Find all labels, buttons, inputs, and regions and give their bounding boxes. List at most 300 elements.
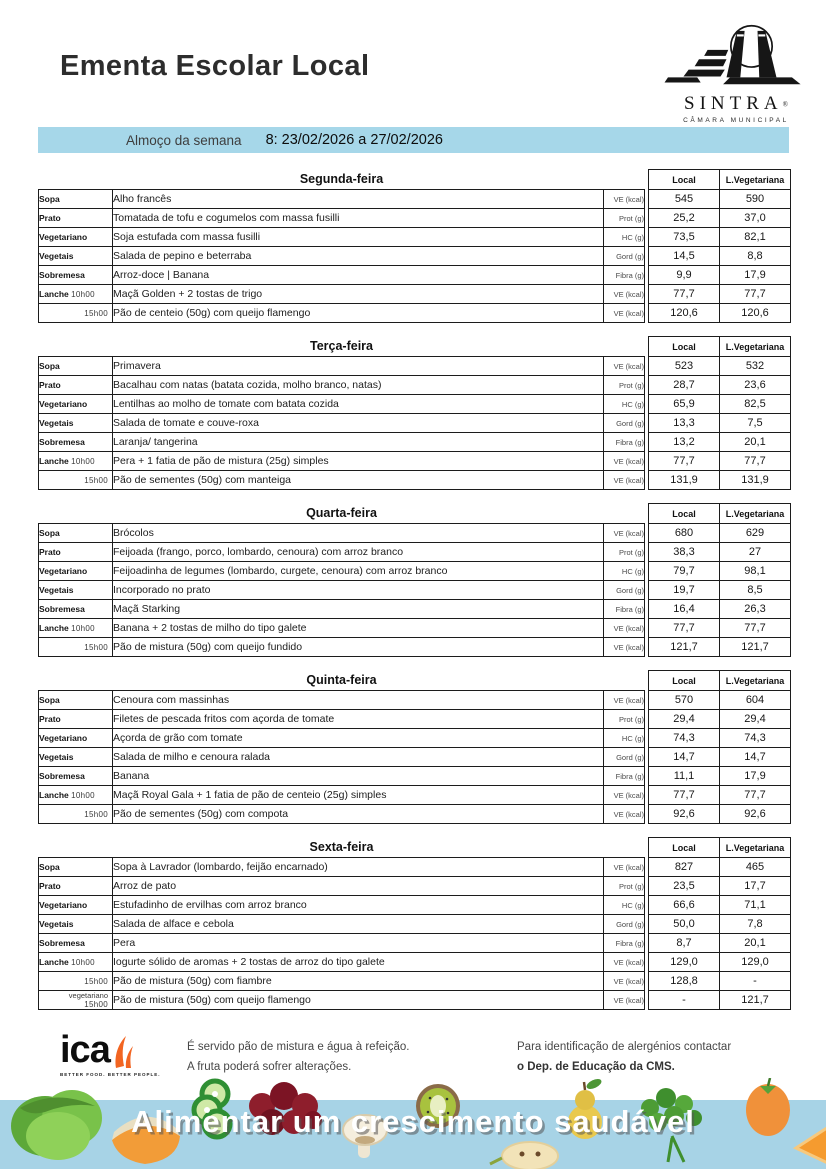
menu-item: Brócolos: [113, 524, 604, 543]
table-row: [39, 934, 645, 953]
nutrient-label: VE (kcal): [604, 190, 645, 209]
table-row: [39, 266, 645, 285]
row-label-main: Lanche: [39, 790, 69, 800]
value-vegetariana: 8,8: [720, 247, 791, 266]
nutrient-label: VE (kcal): [604, 991, 645, 1010]
day-menu-table: [38, 189, 645, 323]
col-header-vegetariana: L.Vegetariana: [720, 504, 791, 524]
value-local: 16,4: [649, 600, 720, 619]
menu-item: Filetes de pescada fritos com açorda de tomate: [113, 710, 604, 729]
nutrient-label: HC (g): [604, 896, 645, 915]
menu-item: Iogurte sólido de aromas + 2 tostas de arroz do tipo galete: [113, 953, 604, 972]
row-label: [39, 266, 113, 285]
page-title: Ementa Escolar Local: [60, 50, 370, 82]
row-label-main: Sobremesa: [39, 771, 85, 781]
row-label-main: Lanche: [39, 957, 69, 967]
nutrient-label: Gord (g): [604, 414, 645, 433]
value-vegetariana: 77,7: [720, 285, 791, 304]
day-values-table: [648, 336, 791, 490]
day-menu-table: [38, 523, 645, 657]
value-local: 25,2: [649, 209, 720, 228]
row-label: [39, 691, 113, 710]
value-local: 79,7: [649, 562, 720, 581]
value-vegetariana: 27: [720, 543, 791, 562]
value-vegetariana: 121,7: [720, 991, 791, 1010]
day-menu-table: [38, 356, 645, 490]
value-vegetariana: 17,7: [720, 877, 791, 896]
day-section: [38, 670, 789, 824]
value-local: -: [649, 991, 720, 1010]
values-row: [649, 543, 791, 562]
nutrient-label: Gord (g): [604, 247, 645, 266]
menu-item: Tomatada de tofu e cogumelos com massa fusilli: [113, 209, 604, 228]
col-header-local: Local: [649, 838, 720, 858]
day-left: [38, 670, 645, 824]
value-local: 121,7: [649, 638, 720, 657]
menu-item: Maçã Starking: [113, 600, 604, 619]
row-label-time: 10h00: [71, 457, 95, 466]
row-label: [39, 228, 113, 247]
table-row: [39, 304, 645, 323]
table-row: [39, 972, 645, 991]
row-label-time: 15h00: [84, 643, 108, 652]
nutrient-label: VE (kcal): [604, 858, 645, 877]
values-row: [649, 934, 791, 953]
table-row: [39, 543, 645, 562]
nutrient-label: VE (kcal): [604, 972, 645, 991]
value-local: 13,2: [649, 433, 720, 452]
menu-item: Bacalhau com natas (batata cozida, molho branco, natas): [113, 376, 604, 395]
values-row: [649, 190, 791, 209]
value-local: 545: [649, 190, 720, 209]
row-label: [39, 581, 113, 600]
value-local: 29,4: [649, 710, 720, 729]
row-label: [39, 915, 113, 934]
table-row: [39, 452, 645, 471]
row-label-main: Prato: [39, 714, 61, 724]
row-label: [39, 953, 113, 972]
day-menu-table: [38, 690, 645, 824]
value-local: 9,9: [649, 266, 720, 285]
row-label: [39, 414, 113, 433]
menu-item: Pão de mistura (50g) com queijo flamengo: [113, 991, 604, 1010]
values-row: [649, 877, 791, 896]
value-vegetariana: 590: [720, 190, 791, 209]
values-row: [649, 395, 791, 414]
menu-item: Arroz de pato: [113, 877, 604, 896]
row-label-main: Sopa: [39, 194, 60, 204]
values-row: [649, 953, 791, 972]
menu-item: Alho francês: [113, 190, 604, 209]
row-label-time: 15h00: [84, 309, 108, 318]
row-label: [39, 896, 113, 915]
values-row: [649, 209, 791, 228]
nutrient-label: Fibra (g): [604, 433, 645, 452]
row-label-main: Vegetariano: [39, 399, 88, 409]
row-label: [39, 934, 113, 953]
day-values: [648, 336, 789, 490]
value-local: 570: [649, 691, 720, 710]
row-label-time: 10h00: [71, 290, 95, 299]
day-values-table: [648, 169, 791, 323]
value-vegetariana: -: [720, 972, 791, 991]
table-row: [39, 953, 645, 972]
table-row: [39, 619, 645, 638]
value-local: 19,7: [649, 581, 720, 600]
value-local: 129,0: [649, 953, 720, 972]
row-label-main: Prato: [39, 380, 61, 390]
sintra-logo-name: SINTRA®: [684, 93, 788, 114]
nutrient-label: VE (kcal): [604, 638, 645, 657]
values-header-row: [649, 337, 791, 357]
day-section: [38, 169, 789, 323]
day-values-table: [648, 837, 791, 1010]
values-row: [649, 991, 791, 1010]
value-vegetariana: 129,0: [720, 953, 791, 972]
values-row: [649, 304, 791, 323]
col-header-local: Local: [649, 337, 720, 357]
row-label: [39, 858, 113, 877]
table-row: [39, 691, 645, 710]
menu-item: Salada de tomate e couve-roxa: [113, 414, 604, 433]
table-row: [39, 600, 645, 619]
value-vegetariana: 7,5: [720, 414, 791, 433]
nutrient-label: HC (g): [604, 729, 645, 748]
values-row: [649, 247, 791, 266]
value-local: 120,6: [649, 304, 720, 323]
value-local: 77,7: [649, 452, 720, 471]
row-label-main: Lanche: [39, 623, 69, 633]
table-row: [39, 729, 645, 748]
table-row: [39, 896, 645, 915]
value-vegetariana: 37,0: [720, 209, 791, 228]
menu-item: Arroz-doce | Banana: [113, 266, 604, 285]
row-label: [39, 562, 113, 581]
value-vegetariana: 20,1: [720, 433, 791, 452]
value-vegetariana: 14,7: [720, 748, 791, 767]
value-local: 14,5: [649, 247, 720, 266]
menu-item: Feijoadinha de legumes (lombardo, curgete, cenoura) com arroz branco: [113, 562, 604, 581]
row-label: [39, 991, 113, 1010]
menu-item: Soja estufada com massa fusilli: [113, 228, 604, 247]
week-banner-label: Almoço da semana: [126, 132, 242, 148]
meal-note-line2: A fruta poderá sofrer alterações.: [187, 1061, 352, 1073]
nutrient-label: VE (kcal): [604, 691, 645, 710]
row-label: [39, 471, 113, 490]
row-label: [39, 357, 113, 376]
values-row: [649, 748, 791, 767]
menu-item: Lentilhas ao molho de tomate com batata cozida: [113, 395, 604, 414]
values-row: [649, 376, 791, 395]
values-row: [649, 619, 791, 638]
table-row: [39, 433, 645, 452]
week-banner: [38, 127, 789, 153]
values-row: [649, 729, 791, 748]
row-label-main: Vegetais: [39, 251, 74, 261]
day-left: [38, 336, 645, 490]
row-label-main: Vegetariano: [39, 566, 88, 576]
row-label-main: Vegetariano: [39, 900, 88, 910]
menu-item: Banana: [113, 767, 604, 786]
value-vegetariana: 77,7: [720, 619, 791, 638]
value-local: 523: [649, 357, 720, 376]
values-row: [649, 524, 791, 543]
value-local: 92,6: [649, 805, 720, 824]
nutrient-label: Gord (g): [604, 748, 645, 767]
row-label: [39, 805, 113, 824]
values-header-row: [649, 170, 791, 190]
value-local: 65,9: [649, 395, 720, 414]
day-title: Terça-feira: [310, 339, 373, 353]
value-local: 23,5: [649, 877, 720, 896]
day-values: [648, 670, 789, 824]
row-label-main: Prato: [39, 213, 61, 223]
allergen-note-line2: o Dep. de Educação da CMS.: [517, 1061, 675, 1073]
value-local: 38,3: [649, 543, 720, 562]
menu-item: Maçã Golden + 2 tostas de trigo: [113, 285, 604, 304]
menu-item: Salada de pepino e beterraba: [113, 247, 604, 266]
value-local: 66,6: [649, 896, 720, 915]
row-label: [39, 767, 113, 786]
row-label-main: Vegetais: [39, 752, 74, 762]
row-label-main: Prato: [39, 881, 61, 891]
values-row: [649, 896, 791, 915]
day-values: [648, 503, 789, 657]
values-row: [649, 858, 791, 877]
value-vegetariana: 20,1: [720, 934, 791, 953]
row-label-main: Sobremesa: [39, 270, 85, 280]
sintra-logo-subtitle: CÂMARA MUNICIPAL: [683, 117, 789, 124]
col-header-local: Local: [649, 170, 720, 190]
ica-flame-icon: [112, 1034, 134, 1070]
value-vegetariana: 120,6: [720, 304, 791, 323]
value-vegetariana: 465: [720, 858, 791, 877]
table-row: [39, 524, 645, 543]
day-title: Quarta-feira: [306, 506, 377, 520]
allergen-note: [517, 1037, 731, 1077]
menu-item: Pão de sementes (50g) com compota: [113, 805, 604, 824]
day-menu-table: [38, 857, 645, 1010]
nutrient-label: Fibra (g): [604, 266, 645, 285]
table-row: [39, 581, 645, 600]
values-row: [649, 972, 791, 991]
values-row: [649, 266, 791, 285]
value-local: 77,7: [649, 285, 720, 304]
table-row: [39, 991, 645, 1010]
row-label: [39, 304, 113, 323]
row-label: [39, 786, 113, 805]
row-label-main: Sopa: [39, 361, 60, 371]
nutrient-label: VE (kcal): [604, 619, 645, 638]
row-label: [39, 395, 113, 414]
values-row: [649, 581, 791, 600]
menu-item: Maçã Royal Gala + 1 fatia de pão de centeio (25g) simples: [113, 786, 604, 805]
row-label-main: Lanche: [39, 456, 69, 466]
nutrient-label: Gord (g): [604, 915, 645, 934]
day-section: [38, 336, 789, 490]
value-vegetariana: 74,3: [720, 729, 791, 748]
day-section: [38, 837, 789, 1010]
value-vegetariana: 23,6: [720, 376, 791, 395]
value-vegetariana: 77,7: [720, 452, 791, 471]
menu-item: Primavera: [113, 357, 604, 376]
table-row: [39, 376, 645, 395]
value-vegetariana: 71,1: [720, 896, 791, 915]
value-local: 50,0: [649, 915, 720, 934]
row-label: [39, 729, 113, 748]
day-section: [38, 503, 789, 657]
nutrient-label: HC (g): [604, 562, 645, 581]
values-row: [649, 228, 791, 247]
row-label: [39, 247, 113, 266]
row-label-main: Lanche: [39, 289, 69, 299]
value-local: 28,7: [649, 376, 720, 395]
row-label-main: Prato: [39, 547, 61, 557]
values-row: [649, 710, 791, 729]
menu-item: Pera + 1 fatia de pão de mistura (25g) simples: [113, 452, 604, 471]
table-row: [39, 228, 645, 247]
registered-mark: ®: [782, 100, 788, 109]
menu-item: Incorporado no prato: [113, 581, 604, 600]
nutrient-label: VE (kcal): [604, 285, 645, 304]
day-values: [648, 169, 789, 323]
value-local: 77,7: [649, 786, 720, 805]
menu-item: Açorda de grão com tomate: [113, 729, 604, 748]
value-local: 13,3: [649, 414, 720, 433]
values-header-row: [649, 504, 791, 524]
values-row: [649, 562, 791, 581]
menu-item: Salada de alface e cebola: [113, 915, 604, 934]
row-label: [39, 376, 113, 395]
meal-note: [187, 1037, 409, 1077]
table-row: [39, 638, 645, 657]
table-row: [39, 710, 645, 729]
table-row: [39, 915, 645, 934]
row-label: [39, 710, 113, 729]
row-label-top: vegetariano: [68, 991, 108, 1000]
nutrient-label: VE (kcal): [604, 357, 645, 376]
col-header-vegetariana: L.Vegetariana: [720, 838, 791, 858]
row-label: [39, 619, 113, 638]
table-row: [39, 786, 645, 805]
row-label-time: 15h00: [84, 977, 108, 986]
row-label: [39, 748, 113, 767]
ica-logo: [60, 1029, 190, 1077]
col-header-vegetariana: L.Vegetariana: [720, 170, 791, 190]
value-vegetariana: 92,6: [720, 805, 791, 824]
bottom-banner-text: Alimentar um crescimento saudável: [131, 1104, 695, 1139]
menu-item: Salada de milho e cenoura ralada: [113, 748, 604, 767]
row-label: [39, 190, 113, 209]
value-vegetariana: 29,4: [720, 710, 791, 729]
value-vegetariana: 26,3: [720, 600, 791, 619]
value-vegetariana: 629: [720, 524, 791, 543]
col-header-vegetariana: L.Vegetariana: [720, 671, 791, 691]
row-label-main: Vegetariano: [39, 733, 88, 743]
row-label-time: 15h00: [84, 476, 108, 485]
nutrient-label: Fibra (g): [604, 934, 645, 953]
values-row: [649, 600, 791, 619]
menu-item: Cenoura com massinhas: [113, 691, 604, 710]
ica-logo-word: ica: [60, 1029, 110, 1071]
table-row: [39, 285, 645, 304]
value-local: 77,7: [649, 619, 720, 638]
values-row: [649, 414, 791, 433]
row-label-main: Vegetais: [39, 418, 74, 428]
menu-item: Pera: [113, 934, 604, 953]
value-local: 11,1: [649, 767, 720, 786]
row-label: [39, 433, 113, 452]
value-local: 827: [649, 858, 720, 877]
col-header-local: Local: [649, 671, 720, 691]
value-vegetariana: 82,5: [720, 395, 791, 414]
values-row: [649, 767, 791, 786]
nutrient-label: VE (kcal): [604, 471, 645, 490]
row-label-main: Sobremesa: [39, 604, 85, 614]
table-row: [39, 209, 645, 228]
value-local: 680: [649, 524, 720, 543]
value-vegetariana: 121,7: [720, 638, 791, 657]
values-header-row: [649, 671, 791, 691]
col-header-local: Local: [649, 504, 720, 524]
row-label-main: Sopa: [39, 528, 60, 538]
menu-item: Pão de sementes (50g) com manteiga: [113, 471, 604, 490]
value-local: 128,8: [649, 972, 720, 991]
table-row: [39, 805, 645, 824]
row-label-time: 10h00: [71, 958, 95, 967]
row-label: [39, 209, 113, 228]
day-values: [648, 837, 789, 1010]
value-vegetariana: 77,7: [720, 786, 791, 805]
table-row: [39, 190, 645, 209]
menu-item: Feijoada (frango, porco, lombardo, cenoura) com arroz branco: [113, 543, 604, 562]
values-row: [649, 805, 791, 824]
nutrient-label: Gord (g): [604, 581, 645, 600]
row-label-main: Sopa: [39, 862, 60, 872]
menu-item: Pão de mistura (50g) com fiambre: [113, 972, 604, 991]
values-row: [649, 638, 791, 657]
values-row: [649, 433, 791, 452]
row-label-time: 10h00: [71, 791, 95, 800]
table-row: [39, 748, 645, 767]
nutrient-label: Fibra (g): [604, 767, 645, 786]
table-row: [39, 395, 645, 414]
values-row: [649, 915, 791, 934]
allergen-note-line1: Para identificação de alergénios contactar: [517, 1041, 732, 1053]
day-values-table: [648, 670, 791, 824]
value-vegetariana: 532: [720, 357, 791, 376]
menu-item: Pão de mistura (50g) com queijo fundido: [113, 638, 604, 657]
nutrient-label: Prot (g): [604, 710, 645, 729]
table-row: [39, 414, 645, 433]
table-row: [39, 247, 645, 266]
nutrient-label: VE (kcal): [604, 304, 645, 323]
row-label-main: Vegetariano: [39, 232, 88, 242]
value-vegetariana: 7,8: [720, 915, 791, 934]
week-range: 8: 23/02/2026 a 27/02/2026: [265, 132, 443, 148]
nutrient-label: VE (kcal): [604, 805, 645, 824]
nutrient-label: Prot (g): [604, 543, 645, 562]
value-local: 14,7: [649, 748, 720, 767]
day-left: [38, 837, 645, 1010]
value-local: 73,5: [649, 228, 720, 247]
meal-note-line1: É servido pão de mistura e água à refeição.: [187, 1041, 410, 1053]
value-local: 74,3: [649, 729, 720, 748]
day-left: [38, 503, 645, 657]
row-label-time: 15h00: [84, 1000, 108, 1009]
value-vegetariana: 604: [720, 691, 791, 710]
nutrient-label: Prot (g): [604, 376, 645, 395]
